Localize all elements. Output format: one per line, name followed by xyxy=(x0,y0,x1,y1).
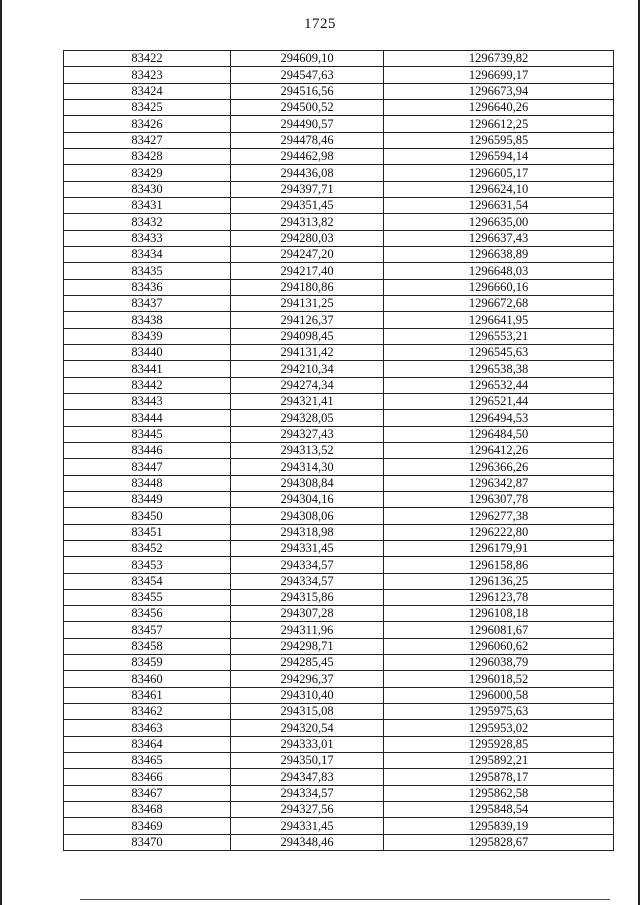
table-row xyxy=(64,393,614,409)
x-coordinate-cell: 294298,71 xyxy=(231,638,384,654)
point-number-cell: 83437 xyxy=(64,295,231,311)
table-row xyxy=(64,508,614,524)
y-coordinate-cell: 1296545,63 xyxy=(384,344,614,360)
x-coordinate-cell: 294180,86 xyxy=(231,279,384,295)
point-number-cell: 83467 xyxy=(64,785,231,801)
table-row xyxy=(64,295,614,311)
point-number-cell: 83442 xyxy=(64,377,231,393)
table-row xyxy=(64,606,614,622)
y-coordinate-cell: 1295862,58 xyxy=(384,785,614,801)
x-coordinate-cell: 294609,10 xyxy=(231,51,384,67)
point-number-cell: 83446 xyxy=(64,442,231,458)
point-number-cell: 83459 xyxy=(64,655,231,671)
x-coordinate-cell: 294516,56 xyxy=(231,83,384,99)
table-row xyxy=(64,834,614,850)
x-coordinate-cell: 294315,86 xyxy=(231,589,384,605)
table-row xyxy=(64,67,614,83)
point-number-cell: 83458 xyxy=(64,638,231,654)
x-coordinate-cell: 294547,63 xyxy=(231,67,384,83)
point-number-cell: 83462 xyxy=(64,704,231,720)
point-number-cell: 83433 xyxy=(64,230,231,246)
table-row xyxy=(64,475,614,491)
x-coordinate-cell: 294217,40 xyxy=(231,263,384,279)
x-coordinate-cell: 294313,82 xyxy=(231,214,384,230)
table-row xyxy=(64,279,614,295)
y-coordinate-cell: 1296521,44 xyxy=(384,393,614,409)
point-number-cell: 83461 xyxy=(64,687,231,703)
point-number-cell: 83429 xyxy=(64,165,231,181)
table-row xyxy=(64,83,614,99)
y-coordinate-cell: 1296637,43 xyxy=(384,230,614,246)
y-coordinate-cell: 1296648,03 xyxy=(384,263,614,279)
y-coordinate-cell: 1296342,87 xyxy=(384,475,614,491)
coordinates-table xyxy=(63,50,614,851)
x-coordinate-cell: 294397,71 xyxy=(231,181,384,197)
x-coordinate-cell: 294296,37 xyxy=(231,671,384,687)
point-number-cell: 83447 xyxy=(64,459,231,475)
point-number-cell: 83451 xyxy=(64,524,231,540)
y-coordinate-cell: 1296484,50 xyxy=(384,426,614,442)
x-coordinate-cell: 294321,41 xyxy=(231,393,384,409)
table-row xyxy=(64,148,614,164)
table-row xyxy=(64,361,614,377)
table-row xyxy=(64,785,614,801)
y-coordinate-cell: 1296624,10 xyxy=(384,181,614,197)
x-coordinate-cell: 294247,20 xyxy=(231,246,384,262)
y-coordinate-cell: 1296635,00 xyxy=(384,214,614,230)
point-number-cell: 83423 xyxy=(64,67,231,83)
table-row xyxy=(64,116,614,132)
y-coordinate-cell: 1296366,26 xyxy=(384,459,614,475)
table-row xyxy=(64,165,614,181)
page-left-edge xyxy=(0,0,2,905)
y-coordinate-cell: 1296631,54 xyxy=(384,197,614,213)
point-number-cell: 83443 xyxy=(64,393,231,409)
y-coordinate-cell: 1296136,25 xyxy=(384,573,614,589)
x-coordinate-cell: 294308,06 xyxy=(231,508,384,524)
point-number-cell: 83456 xyxy=(64,606,231,622)
y-coordinate-cell: 1296123,78 xyxy=(384,589,614,605)
point-number-cell: 83464 xyxy=(64,736,231,752)
x-coordinate-cell: 294308,84 xyxy=(231,475,384,491)
point-number-cell: 83468 xyxy=(64,802,231,818)
table-row xyxy=(64,753,614,769)
y-coordinate-cell: 1296538,38 xyxy=(384,361,614,377)
table-row xyxy=(64,638,614,654)
table-row xyxy=(64,736,614,752)
point-number-cell: 83454 xyxy=(64,573,231,589)
y-coordinate-cell: 1296000,58 xyxy=(384,687,614,703)
x-coordinate-cell: 294348,46 xyxy=(231,834,384,850)
y-coordinate-cell: 1295975,63 xyxy=(384,704,614,720)
table-row xyxy=(64,769,614,785)
y-coordinate-cell: 1296640,26 xyxy=(384,99,614,115)
point-number-cell: 83440 xyxy=(64,344,231,360)
table-row xyxy=(64,410,614,426)
x-coordinate-cell: 294280,03 xyxy=(231,230,384,246)
page-number: 1725 xyxy=(304,16,336,32)
y-coordinate-cell: 1296412,26 xyxy=(384,442,614,458)
point-number-cell: 83426 xyxy=(64,116,231,132)
point-number-cell: 83435 xyxy=(64,263,231,279)
table-row xyxy=(64,524,614,540)
table-row xyxy=(64,246,614,262)
table-row xyxy=(64,720,614,736)
x-coordinate-cell: 294098,45 xyxy=(231,328,384,344)
x-coordinate-cell: 294478,46 xyxy=(231,132,384,148)
x-coordinate-cell: 294304,16 xyxy=(231,491,384,507)
y-coordinate-cell: 1296158,86 xyxy=(384,557,614,573)
table-row xyxy=(64,687,614,703)
table-row xyxy=(64,589,614,605)
point-number-cell: 83444 xyxy=(64,410,231,426)
table-row xyxy=(64,377,614,393)
table-row xyxy=(64,344,614,360)
table-row xyxy=(64,99,614,115)
y-coordinate-cell: 1295928,85 xyxy=(384,736,614,752)
table-row xyxy=(64,655,614,671)
table-row xyxy=(64,671,614,687)
table-row xyxy=(64,491,614,507)
x-coordinate-cell: 294131,42 xyxy=(231,344,384,360)
table-row xyxy=(64,197,614,213)
x-coordinate-cell: 294333,01 xyxy=(231,736,384,752)
x-coordinate-cell: 294327,43 xyxy=(231,426,384,442)
table-row xyxy=(64,181,614,197)
x-coordinate-cell: 294311,96 xyxy=(231,622,384,638)
point-number-cell: 83427 xyxy=(64,132,231,148)
y-coordinate-cell: 1296594,14 xyxy=(384,148,614,164)
point-number-cell: 83457 xyxy=(64,622,231,638)
point-number-cell: 83434 xyxy=(64,246,231,262)
x-coordinate-cell: 294462,98 xyxy=(231,148,384,164)
y-coordinate-cell: 1296595,85 xyxy=(384,132,614,148)
x-coordinate-cell: 294347,83 xyxy=(231,769,384,785)
table-row xyxy=(64,459,614,475)
x-coordinate-cell: 294334,57 xyxy=(231,785,384,801)
y-coordinate-cell: 1296081,67 xyxy=(384,622,614,638)
x-coordinate-cell: 294310,40 xyxy=(231,687,384,703)
y-coordinate-cell: 1296673,94 xyxy=(384,83,614,99)
table-row xyxy=(64,328,614,344)
point-number-cell: 83460 xyxy=(64,671,231,687)
y-coordinate-cell: 1296605,17 xyxy=(384,165,614,181)
point-number-cell: 83470 xyxy=(64,834,231,850)
y-coordinate-cell: 1296108,18 xyxy=(384,606,614,622)
x-coordinate-cell: 294331,45 xyxy=(231,818,384,834)
y-coordinate-cell: 1296699,17 xyxy=(384,67,614,83)
y-coordinate-cell: 1296018,52 xyxy=(384,671,614,687)
point-number-cell: 83463 xyxy=(64,720,231,736)
x-coordinate-cell: 294315,08 xyxy=(231,704,384,720)
y-coordinate-cell: 1296641,95 xyxy=(384,312,614,328)
point-number-cell: 83422 xyxy=(64,51,231,67)
x-coordinate-cell: 294318,98 xyxy=(231,524,384,540)
table-row xyxy=(64,704,614,720)
point-number-cell: 83430 xyxy=(64,181,231,197)
y-coordinate-cell: 1295878,17 xyxy=(384,769,614,785)
x-coordinate-cell: 294331,45 xyxy=(231,540,384,556)
x-coordinate-cell: 294210,34 xyxy=(231,361,384,377)
y-coordinate-cell: 1296739,82 xyxy=(384,51,614,67)
table-row xyxy=(64,540,614,556)
point-number-cell: 83465 xyxy=(64,753,231,769)
x-coordinate-cell: 294126,37 xyxy=(231,312,384,328)
coordinates-table-body xyxy=(64,51,614,851)
y-coordinate-cell: 1295839,19 xyxy=(384,818,614,834)
point-number-cell: 83432 xyxy=(64,214,231,230)
table-row xyxy=(64,230,614,246)
table-row xyxy=(64,442,614,458)
point-number-cell: 83450 xyxy=(64,508,231,524)
y-coordinate-cell: 1296612,25 xyxy=(384,116,614,132)
y-coordinate-cell: 1296638,89 xyxy=(384,246,614,262)
table-row xyxy=(64,802,614,818)
point-number-cell: 83428 xyxy=(64,148,231,164)
point-number-cell: 83448 xyxy=(64,475,231,491)
x-coordinate-cell: 294320,54 xyxy=(231,720,384,736)
y-coordinate-cell: 1296660,16 xyxy=(384,279,614,295)
x-coordinate-cell: 294313,52 xyxy=(231,442,384,458)
table-row xyxy=(64,263,614,279)
y-coordinate-cell: 1295892,21 xyxy=(384,753,614,769)
y-coordinate-cell: 1296222,80 xyxy=(384,524,614,540)
point-number-cell: 83449 xyxy=(64,491,231,507)
point-number-cell: 83436 xyxy=(64,279,231,295)
y-coordinate-cell: 1296672,68 xyxy=(384,295,614,311)
y-coordinate-cell: 1296307,78 xyxy=(384,491,614,507)
x-coordinate-cell: 294490,57 xyxy=(231,116,384,132)
point-number-cell: 83441 xyxy=(64,361,231,377)
point-number-cell: 83425 xyxy=(64,99,231,115)
y-coordinate-cell: 1296179,91 xyxy=(384,540,614,556)
x-coordinate-cell: 294314,30 xyxy=(231,459,384,475)
point-number-cell: 83438 xyxy=(64,312,231,328)
y-coordinate-cell: 1296553,21 xyxy=(384,328,614,344)
table-row xyxy=(64,622,614,638)
y-coordinate-cell: 1295828,67 xyxy=(384,834,614,850)
bottom-rule xyxy=(80,899,610,900)
x-coordinate-cell: 294350,17 xyxy=(231,753,384,769)
table-row xyxy=(64,426,614,442)
point-number-cell: 83466 xyxy=(64,769,231,785)
x-coordinate-cell: 294274,34 xyxy=(231,377,384,393)
y-coordinate-cell: 1296277,38 xyxy=(384,508,614,524)
x-coordinate-cell: 294328,05 xyxy=(231,410,384,426)
table-row xyxy=(64,557,614,573)
x-coordinate-cell: 294307,28 xyxy=(231,606,384,622)
x-coordinate-cell: 294351,45 xyxy=(231,197,384,213)
x-coordinate-cell: 294327,56 xyxy=(231,802,384,818)
y-coordinate-cell: 1296532,44 xyxy=(384,377,614,393)
y-coordinate-cell: 1296038,79 xyxy=(384,655,614,671)
y-coordinate-cell: 1296060,62 xyxy=(384,638,614,654)
y-coordinate-cell: 1296494,53 xyxy=(384,410,614,426)
point-number-cell: 83431 xyxy=(64,197,231,213)
table-row xyxy=(64,818,614,834)
x-coordinate-cell: 294131,25 xyxy=(231,295,384,311)
point-number-cell: 83469 xyxy=(64,818,231,834)
x-coordinate-cell: 294285,45 xyxy=(231,655,384,671)
x-coordinate-cell: 294334,57 xyxy=(231,573,384,589)
table-row xyxy=(64,312,614,328)
point-number-cell: 83439 xyxy=(64,328,231,344)
table-row xyxy=(64,51,614,67)
point-number-cell: 83452 xyxy=(64,540,231,556)
table-row xyxy=(64,132,614,148)
x-coordinate-cell: 294334,57 xyxy=(231,557,384,573)
point-number-cell: 83424 xyxy=(64,83,231,99)
x-coordinate-cell: 294436,08 xyxy=(231,165,384,181)
table-row xyxy=(64,214,614,230)
table-row xyxy=(64,573,614,589)
point-number-cell: 83453 xyxy=(64,557,231,573)
point-number-cell: 83455 xyxy=(64,589,231,605)
point-number-cell: 83445 xyxy=(64,426,231,442)
x-coordinate-cell: 294500,52 xyxy=(231,99,384,115)
y-coordinate-cell: 1295848,54 xyxy=(384,802,614,818)
y-coordinate-cell: 1295953,02 xyxy=(384,720,614,736)
